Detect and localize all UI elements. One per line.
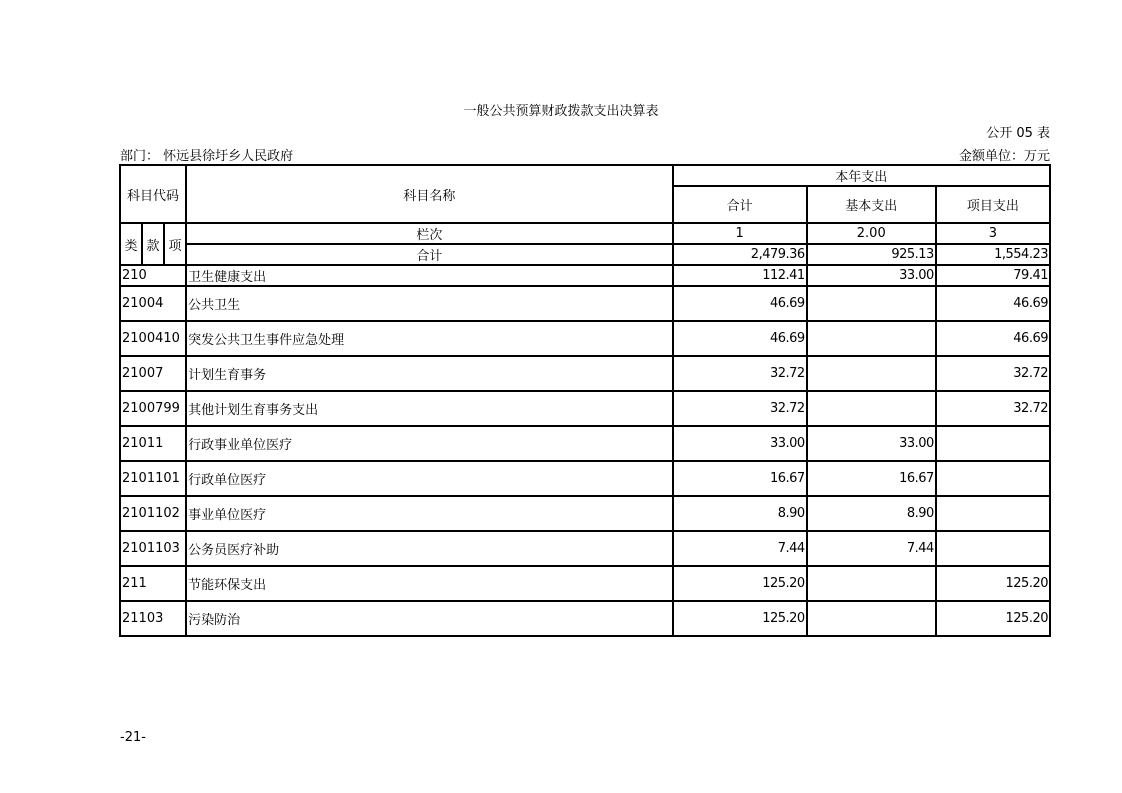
row-basic: 33.00 <box>807 426 936 461</box>
column-index-3: 3 <box>936 223 1050 244</box>
column-index-label: 栏次 <box>186 223 672 244</box>
row-name: 公共卫生 <box>186 286 672 321</box>
row-code: 2101101 <box>120 461 186 496</box>
table-row <box>120 461 1050 496</box>
row-basic: 33.00 <box>807 265 936 286</box>
row-total: 46.69 <box>673 286 807 321</box>
table-row <box>120 356 1050 391</box>
sum-total: 2,479.36 <box>673 244 807 265</box>
header-lei: 类 <box>120 223 142 265</box>
row-total: 46.69 <box>673 321 807 356</box>
header-project: 项目支出 <box>936 186 1050 223</box>
row-total: 7.44 <box>673 531 807 566</box>
row-name: 突发公共卫生事件应急处理 <box>186 321 672 356</box>
row-total: 112.41 <box>673 265 807 286</box>
table-row <box>120 566 1050 601</box>
form-number: 公开 05 表 <box>986 126 1050 141</box>
row-code: 21103 <box>120 601 186 636</box>
row-basic <box>807 356 936 391</box>
table-row <box>120 601 1050 636</box>
row-total: 16.67 <box>673 461 807 496</box>
row-total: 125.20 <box>673 601 807 636</box>
row-code: 21011 <box>120 426 186 461</box>
sum-project: 1,554.23 <box>936 244 1050 265</box>
row-name: 行政单位医疗 <box>186 461 672 496</box>
column-index-2: 2.00 <box>807 223 936 244</box>
table-row <box>120 286 1050 321</box>
report-title: 一般公共预算财政拨款支出决算表 <box>463 104 659 119</box>
table-row <box>120 391 1050 426</box>
row-basic <box>807 321 936 356</box>
row-basic <box>807 391 936 426</box>
row-total: 125.20 <box>673 566 807 601</box>
row-name: 行政事业单位医疗 <box>186 426 672 461</box>
department-label: 部门： 怀远县徐圩乡人民政府 <box>120 149 294 164</box>
row-project: 125.20 <box>936 601 1050 636</box>
row-project: 79.41 <box>936 265 1050 286</box>
table-row <box>120 321 1050 356</box>
header-kuan: 款 <box>142 223 164 265</box>
header-current-year: 本年支出 <box>673 165 1050 186</box>
row-name: 卫生健康支出 <box>186 265 672 286</box>
row-code: 2101103 <box>120 531 186 566</box>
table-row <box>120 496 1050 531</box>
row-project <box>936 531 1050 566</box>
table-row <box>120 531 1050 566</box>
row-total: 8.90 <box>673 496 807 531</box>
header-name: 科目名称 <box>186 165 672 223</box>
row-basic <box>807 286 936 321</box>
column-index-1: 1 <box>673 223 807 244</box>
row-name: 污染防治 <box>186 601 672 636</box>
row-basic: 7.44 <box>807 531 936 566</box>
header-basic: 基本支出 <box>807 186 936 223</box>
row-total: 33.00 <box>673 426 807 461</box>
row-total: 32.72 <box>673 356 807 391</box>
expenditure-table <box>119 164 1051 637</box>
row-project <box>936 426 1050 461</box>
header-xiang: 项 <box>164 223 186 265</box>
row-project: 32.72 <box>936 391 1050 426</box>
page-number: -21- <box>120 730 146 745</box>
row-code: 2100410 <box>120 321 186 356</box>
row-name: 事业单位医疗 <box>186 496 672 531</box>
sum-basic: 925.13 <box>807 244 936 265</box>
row-project <box>936 461 1050 496</box>
row-basic: 8.90 <box>807 496 936 531</box>
row-name: 公务员医疗补助 <box>186 531 672 566</box>
row-name: 其他计划生育事务支出 <box>186 391 672 426</box>
row-code: 211 <box>120 566 186 601</box>
table-row <box>120 265 1050 286</box>
header-total: 合计 <box>673 186 807 223</box>
row-code: 2100799 <box>120 391 186 426</box>
row-code: 2101102 <box>120 496 186 531</box>
row-code: 210 <box>120 265 186 286</box>
row-project <box>936 496 1050 531</box>
row-code: 21007 <box>120 356 186 391</box>
row-code: 21004 <box>120 286 186 321</box>
row-project: 46.69 <box>936 286 1050 321</box>
unit-label: 金额单位：万元 <box>958 149 1050 164</box>
row-basic: 16.67 <box>807 461 936 496</box>
row-project: 46.69 <box>936 321 1050 356</box>
table-row <box>120 426 1050 461</box>
header-code: 科目代码 <box>120 165 186 223</box>
row-name: 节能环保支出 <box>186 566 672 601</box>
row-basic <box>807 566 936 601</box>
row-name: 计划生育事务 <box>186 356 672 391</box>
sum-label: 合计 <box>186 244 672 265</box>
row-total: 32.72 <box>673 391 807 426</box>
row-project: 32.72 <box>936 356 1050 391</box>
row-project: 125.20 <box>936 566 1050 601</box>
row-basic <box>807 601 936 636</box>
